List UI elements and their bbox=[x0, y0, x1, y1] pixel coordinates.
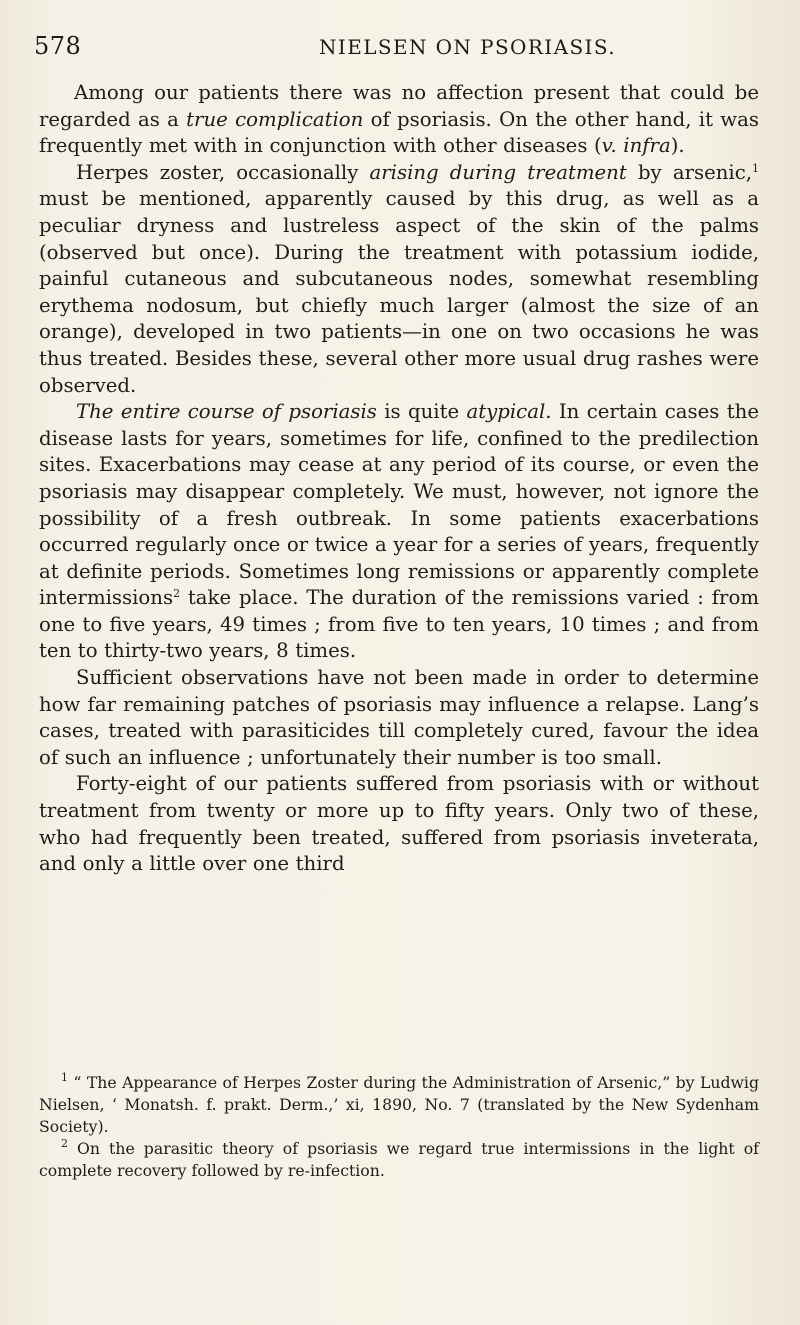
italic-reference: v. infra bbox=[601, 134, 671, 158]
page-number: 578 bbox=[34, 32, 82, 60]
footnotes bbox=[39, 1072, 759, 1182]
paragraph-text: by arsenic, bbox=[626, 160, 752, 184]
running-title: NIELSEN ON PSORIASIS. bbox=[319, 35, 616, 59]
paragraph-text: Among our patients there was no affection present that could be regarded as a bbox=[39, 81, 759, 131]
body-text bbox=[39, 80, 759, 878]
page-header bbox=[34, 28, 754, 68]
paragraph-complication bbox=[39, 80, 759, 160]
footnote bbox=[39, 1072, 759, 1138]
paragraph-remaining-patches: Sufficient observations have not been made in order to determine how far remaining patches of psoriasis may influence a relapse. Lang’s cases, treated with parasiticides till completely cured, favour the idea of such an influence ; unfortunately their number is too small. bbox=[39, 666, 759, 769]
footnote-text: On the parasitic theory of psoriasis we regard true intermissions in the light of complete recovery followed by re-infection. bbox=[39, 1139, 759, 1180]
footnote-marker: 1 bbox=[61, 1071, 68, 1084]
paragraph-text: must be mentioned, apparently caused by this drug, as well as a peculiar dryness and lustreless aspect of the skin of the palms (observed but once). During the treatment with potassium iodide, painful cutaneous and subcutaneous nodes, somewhat resembling erythema nodosum, but chiefly much larger (almost the size of an orange), developed in two patients—in one on two occasions he was thus treated. Besides these, several other more usual drug rashes were observed. bbox=[39, 187, 759, 397]
paragraph-text: take place. The duration of the remissions varied : from one to five years, 49 times ; from five to ten years, 10 times ; and from ten to thirty-two years, 8 times. bbox=[39, 586, 759, 663]
paragraph-text: of psoriasis. On the other hand, it was frequently met with in conjunction with other diseases ( bbox=[39, 107, 759, 158]
footnote-reference: 1 bbox=[752, 161, 759, 175]
paragraph-text: Herpes zoster, occasionally bbox=[76, 160, 370, 184]
footnote-marker: 2 bbox=[61, 1137, 68, 1150]
italic-phrase: arising during treatment bbox=[369, 160, 627, 184]
italic-phrase: atypical. bbox=[466, 400, 552, 424]
paragraph-herpes-zoster bbox=[39, 160, 759, 399]
paragraph-text: ). bbox=[670, 134, 685, 158]
italic-phrase: The entire course of psoriasis bbox=[76, 400, 377, 424]
footnote bbox=[39, 1138, 759, 1182]
paragraph-text: In certain cases the disease lasts for years, sometimes for life, confined to the predilection sites. Exacerbations may cease at any period of its course, or even the psoriasis may disappear completely. We must, however, not ignore the possibility of a fresh outbreak. In some patients exacerbations occurred regularly once or twice a year for a series of years, frequently at definite periods. Sometimes long remissions or apparently complete intermissions bbox=[39, 400, 759, 610]
footnote-text: “ The Appearance of Herpes Zoster during the Administration of Arsenic,” by Ludwig Nielsen, ‘ Monatsh. f. prakt. Derm.,’ xi, 1890, No. 7 (translated by the New Sydenham Society). bbox=[39, 1073, 759, 1136]
paragraph-text: is quite bbox=[376, 400, 467, 424]
footnote-reference: 2 bbox=[173, 587, 181, 601]
paragraph-course bbox=[39, 399, 759, 665]
italic-phrase: true complication bbox=[186, 107, 364, 131]
paragraph-forty-eight-patients: Forty-eight of our patients suffered from psoriasis with or without treatment from twenty or more up to fifty years. Only two of these, who had frequently been treated, suffered from psoriasis inveterata, and only a little over one third bbox=[39, 772, 759, 876]
